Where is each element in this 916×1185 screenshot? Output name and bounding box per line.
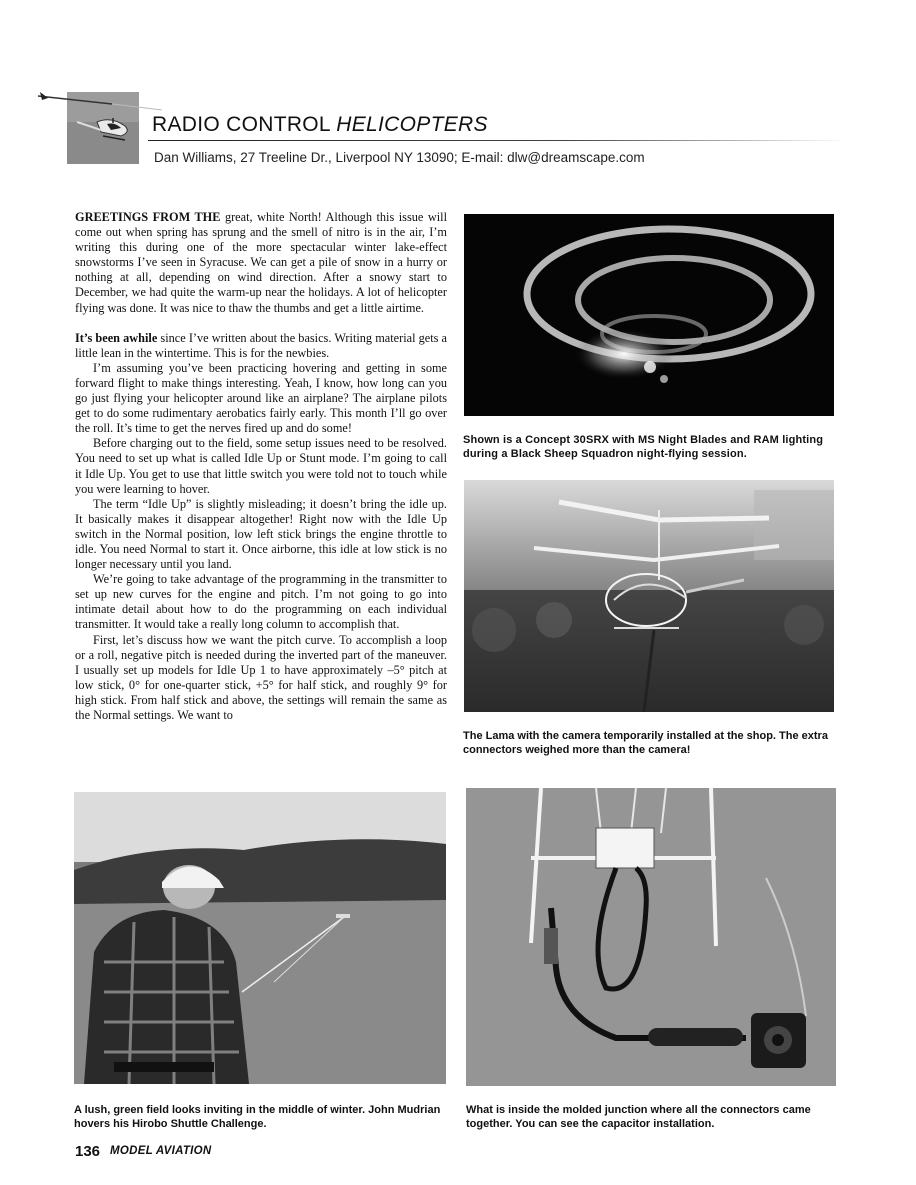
- magazine-name: MODEL AVIATION: [110, 1145, 212, 1157]
- field-pilot-photo: [74, 792, 446, 1084]
- column-title: RADIO CONTROL HELICOPTERS: [152, 113, 488, 136]
- lead-in: GREETINGS FROM THE: [75, 210, 221, 224]
- article-body: [75, 210, 447, 723]
- junction-photo-caption: What is inside the molded junction where all the connectors came together. You can see the capacitor installation.: [466, 1104, 811, 1130]
- night-photo-caption: Shown is a Concept 30SRX with MS Night Blades and RAM lighting during a Black Sheep Squadron night-flying session.: [463, 434, 824, 460]
- paragraph: First, let’s discuss how we want the pitch curve. To accomplish a loop or a roll, negative pitch is needed during the inverted part of the maneuver. I usually set up models for Idle Up 1 to have approximately –5° pitch at low stick, 0° for one-quarter stick, +5° for half stick, and roughly 9° for high stick. From half stick and above, the settings will remain the same as the Normal settings. We want to: [75, 632, 447, 722]
- paragraph: We’re going to take advantage of the programming in the transmitter to set up new curves for the engine and pitch. I’m not going to go into intimate detail about how to do the programming on each individual transmitter. It would take a really long column to accomplish that.: [75, 572, 447, 632]
- paragraph: GREETINGS FROM THE great, white North! Although this issue will come out when spring has sprung and the smell of nitro is in the air, I’m writing this during one of the more spectacular winter lake-effect snowstorms I’ve seen in Syracuse. We can get a pile of snow in a hurry or nothing at all, depending on wind direction. After a snowy start to December, we had quite the warm-up near the holidays. A lot of helicopter flying was done. It was nice to thaw the thumbs and get a little airtime.: [75, 210, 447, 315]
- lama-photo-caption: The Lama with the camera temporarily installed at the shop. The extra connectors weighed more than the camera!: [463, 730, 828, 756]
- lama-helicopter-photo: [464, 480, 834, 712]
- paragraph: The term “Idle Up” is slightly misleading; it doesn’t bring the idle up. It basically makes it disappear altogether! Right now with the Idle Up switch in the Normal position, low left stick brings the engine throttle to idle. You need Normal to start it. Once airborne, this idle at low stick is no longer necessary until you land.: [75, 496, 447, 572]
- author-contact-line: Dan Williams, 27 Treeline Dr., Liverpool NY 13090; E-mail: dlw@dreamscape.com: [154, 150, 645, 165]
- paragraph: It’s been awhile since I’ve written about the basics. Writing material gets a little lean in the wintertime. This is for the newbies.: [75, 330, 447, 360]
- connector-junction-photo: [466, 788, 836, 1086]
- header-divider: [148, 140, 848, 141]
- rotor-blade-graphic: [36, 90, 166, 116]
- paragraph: Before charging out to the field, some setup issues need to be resolved. You need to set up what is called Idle Up or Stunt mode. I’m going to call it Idle Up. You get to use that little switch you were told not to touch while you were learning to hover.: [75, 436, 447, 496]
- field-photo-caption: A lush, green field looks inviting in the middle of winter. John Mudrian hovers his Hirobo Shuttle Challenge.: [74, 1104, 441, 1130]
- night-flying-photo: [464, 214, 834, 416]
- page-number: 136: [75, 1143, 101, 1160]
- paragraph: I’m assuming you’ve been practicing hovering and getting in some forward flight to make things interesting. Yeah, I know, how long can you go just flying your helicopter around like an airplane? The airplane pilots get to do some rudimentary aerobatics fairly early. This month I’ll go over the roll. It’s time to get the nerves fired up and do some!: [75, 360, 447, 436]
- lead-in: It’s been awhile: [75, 330, 158, 345]
